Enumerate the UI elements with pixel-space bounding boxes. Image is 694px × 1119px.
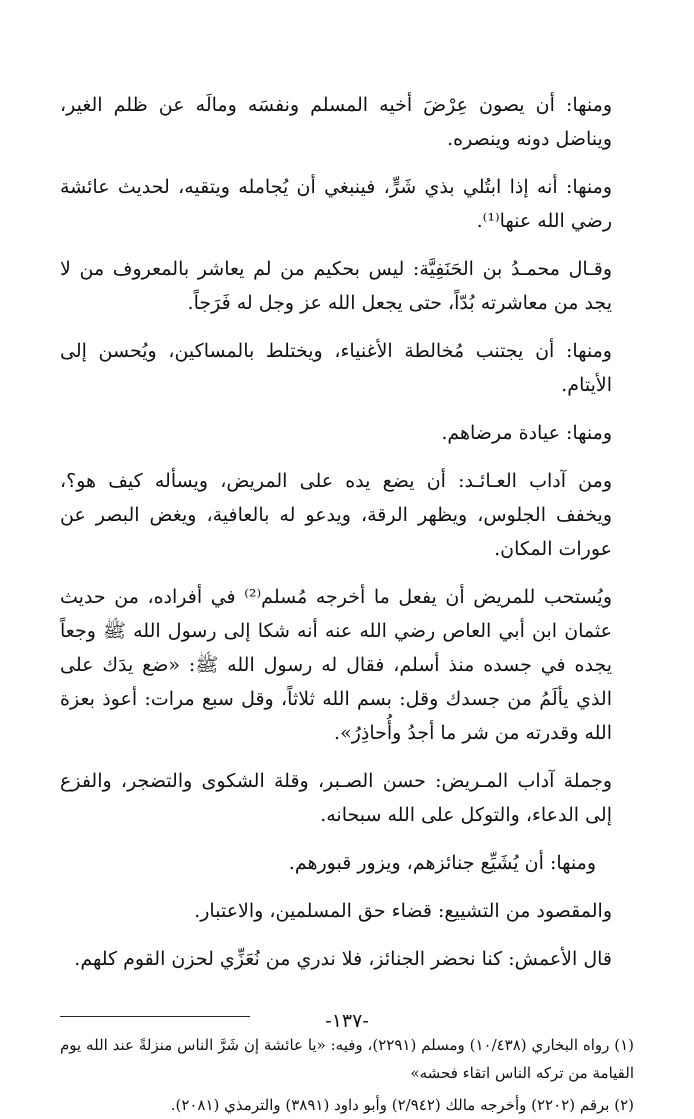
paragraph-amash-quote: قال الأعمش: كنا نحضر الجنائز، فلا ندري من نُعَزِّي لحزن القوم كلهم. (74, 948, 612, 970)
paragraph-funeral-purpose: والمقصود من التشييع: قضاء حق المسلمين، والاعتبار. (194, 900, 612, 922)
paragraph-evil-person: ومنها: أنه إذا ابتُلي بذي شَرٍّ، فينبغي أن يُجامله ويتقيه، لحديث عائشة رضي الله عنها⁽¹⁾. (60, 176, 612, 232)
footnote-2: (٢) برقم (٢٢٠٢) وأخرجه مالك (٢/٩٤٢) وأبو داود (٣٨٩١) والترمذي (٢٠٨١). (170, 1096, 634, 1114)
paragraph-visitor-manners: ومن آداب العـائـد: أن يضع يده على المريض، ويسأله كيف هو؟، ويخفف الجلوس، ويظهر الرقة، ويدعو له بالعافية، ويغض البصر عن عورات المكان. (60, 470, 612, 560)
page-number: -١٣٧- (325, 1010, 369, 1032)
footnote-1: (١) رواه البخاري (١٠/٤٣٨) ومسلم (٢٢٩١)، وفيه: «يا عائشة إن شَرَّ الناس منزلةً عند الله يوم القيامة من تركه الناس اتقاء فحشه» (60, 1036, 634, 1082)
paragraph-funerals: ومنها: أن يُشَيِّع جنائزهم، ويزور قبورهم. (288, 852, 596, 874)
paragraph-defend-honor: ومنها: أن يصون عِرْضَ أخيه المسلم ونفسَه ومالَه عن ظلم الغير، ويناضل دونه وينصره. (60, 94, 612, 150)
paragraph-visit-sick: ومنها: عيادة مرضاهم. (441, 422, 612, 444)
paragraph-ibn-hanafiyya: وقـال محمـدُ بن الحَنَفِيَّة: ليس بحكيم من لم يعاشر بالمعروف من لا يجد من معاشرته بُدّاً، حتى يجعل الله عز وجل له فَرَجاً. (60, 258, 612, 314)
paragraph-sick-hadith: ويُستحب للمريض أن يفعل ما أخرجه مُسلم⁽²⁾ في أفراده، من حديث عثمان ابن أبي العاص رضي الله عنه أنه شكا إلى رسول الله ﷺ وجعاً يجده في جسده منذ أسلم، فقال له رسول الله ﷺ: «ضع يدَك على الذي يألَمُ من جسدك وقل: بسم الله ثلاثاً، وقل سبع مرات: أعوذ بعزة الله وقدرته من شر ما أجدُ وأُحاذِرُ». (60, 586, 612, 744)
paragraph-avoid-rich: ومنها: أن يجتنب مُخالطة الأغنياء، ويختلط بالمساكين، ويُحسن إلى الأيتام. (60, 340, 612, 396)
paragraph-patient-manners: وجملة آداب المـريض: حسن الصـبر، وقلة الشكوى والتضجر، والفزع إلى الدعاء، والتوكل على الله سبحانه. (60, 770, 612, 826)
